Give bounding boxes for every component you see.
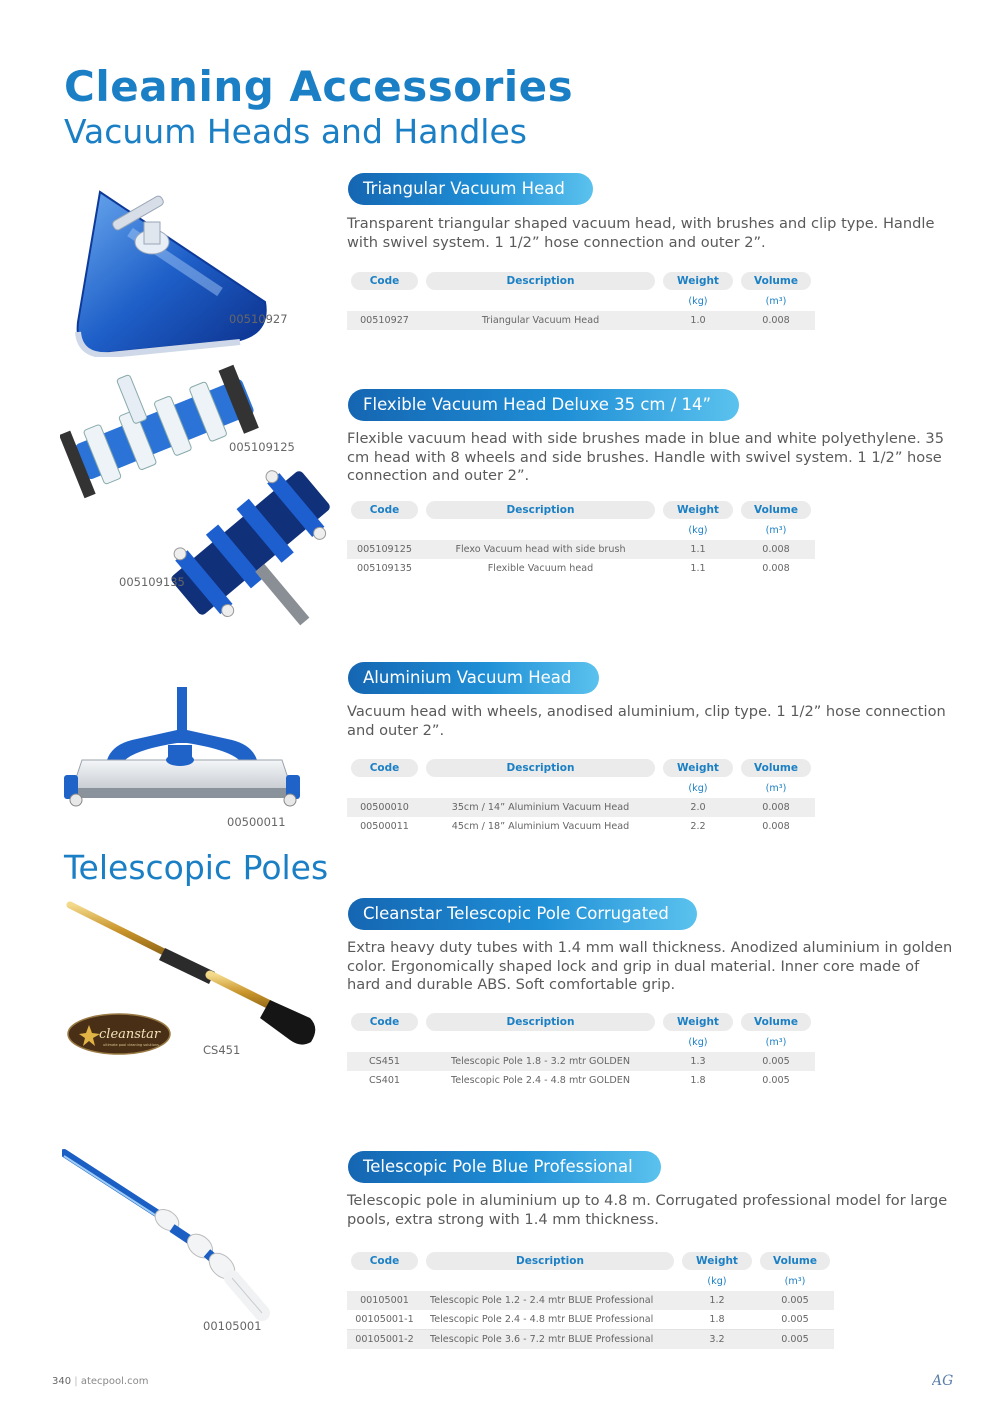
image-label: 00500011 — [227, 815, 286, 829]
company-logo-text: AG — [932, 1373, 954, 1389]
table-row — [347, 1071, 815, 1090]
cell-code: 005109135 — [357, 563, 412, 574]
cell-weight: 3.2 — [678, 1330, 756, 1349]
cell-description: Telescopic Pole 2.4 - 4.8 mtr GOLDEN — [450, 1075, 631, 1086]
col-header-volume: Volume — [741, 759, 811, 777]
spec-table-aluminium — [347, 758, 815, 836]
cell-weight: 1.8 — [690, 1075, 706, 1086]
image-label: 00105001 — [203, 1319, 262, 1333]
section-title: Telescopic Poles — [64, 848, 329, 887]
cell-code: CS451 — [347, 1052, 422, 1071]
cell-volume: 0.008 — [762, 563, 790, 574]
cleanstar-logo-tagline: ultimate pool cleaning solutions — [103, 1043, 159, 1047]
page-subtitle: Vacuum Heads and Handles — [64, 112, 527, 151]
table-row — [347, 1310, 834, 1330]
cell-volume: 0.008 — [737, 311, 815, 330]
page-number: 340 — [52, 1376, 72, 1387]
weight-unit: (kg) — [707, 1275, 727, 1287]
cell-code: 00105001 — [347, 1291, 422, 1310]
col-header-volume: Volume — [741, 501, 811, 519]
col-header-weight: Weight — [663, 501, 733, 519]
cell-description: Telescopic Pole 1.2 - 2.4 mtr BLUE Professional — [422, 1291, 678, 1310]
col-header-weight: Weight — [682, 1252, 752, 1270]
cell-weight: 1.2 — [678, 1291, 756, 1310]
col-header-code: Code — [351, 272, 418, 290]
blue-telescopic-pole-image — [62, 1148, 272, 1323]
cell-code: 00105001-1 — [347, 1310, 422, 1330]
triangular-vacuum-head-image — [70, 182, 270, 357]
spec-table-blue-professional — [347, 1251, 834, 1349]
company-logo-icon — [932, 1370, 954, 1390]
aluminium-vacuum-head-image — [62, 685, 302, 810]
cell-weight: 1.1 — [690, 563, 706, 574]
image-label: 005109135 — [119, 575, 185, 589]
col-header-description: Description — [426, 1252, 674, 1270]
cell-volume: 0.005 — [756, 1330, 834, 1349]
col-header-volume: Volume — [741, 272, 811, 290]
spec-table-triangular — [347, 271, 815, 330]
cell-description: 45cm / 18” Aluminium Vacuum Head — [451, 821, 630, 832]
volume-unit: (m³) — [765, 524, 787, 536]
cell-code: CS401 — [368, 1075, 401, 1086]
cell-volume: 0.005 — [737, 1052, 815, 1071]
cell-description: Triangular Vacuum Head — [422, 311, 659, 330]
table-row — [347, 1052, 815, 1071]
cell-weight: 1.3 — [659, 1052, 737, 1071]
cell-code: 00500011 — [360, 821, 409, 832]
cell-weight: 1.0 — [659, 311, 737, 330]
weight-unit: (kg) — [688, 782, 708, 794]
volume-unit: (m³) — [784, 1275, 806, 1287]
col-header-weight: Weight — [663, 759, 733, 777]
volume-unit: (m³) — [765, 782, 787, 794]
spec-table-cleanstar — [347, 1012, 815, 1090]
table-row — [347, 1330, 834, 1349]
footer: 340 | atecpool.com — [52, 1376, 149, 1387]
table-row — [347, 1291, 834, 1310]
footer-website: atecpool.com — [80, 1376, 149, 1387]
cell-code: 00510927 — [347, 311, 422, 330]
cell-code: 00500010 — [347, 798, 422, 817]
cell-volume: 0.008 — [762, 821, 790, 832]
cell-description: 35cm / 14” Aluminium Vacuum Head — [422, 798, 659, 817]
table-row — [347, 817, 815, 836]
cell-description: Telescopic Pole 3.6 - 7.2 mtr BLUE Professional — [422, 1330, 678, 1349]
col-header-code: Code — [351, 759, 418, 777]
table-row — [347, 559, 815, 578]
cell-description: Flexible Vacuum head — [487, 563, 594, 574]
product-title-aluminium-vacuum-head: Aluminium Vacuum Head — [348, 662, 599, 694]
product-title-triangular-vacuum-head: Triangular Vacuum Head — [348, 173, 593, 205]
cell-description: Flexo Vacuum head with side brush — [422, 540, 659, 559]
table-row — [347, 540, 815, 559]
cell-weight: 1.1 — [659, 540, 737, 559]
table-row — [347, 798, 815, 817]
image-label: 00510927 — [229, 312, 288, 326]
cell-code: 005109125 — [347, 540, 422, 559]
product-description: Telescopic pole in aluminium up to 4.8 m. Corrugated professional model for large pools, extra strong with 1.4 mm thickness. — [347, 1192, 948, 1228]
product-description: Vacuum head with wheels, anodised aluminium, clip type. 1 1/2” hose connection and outer 2”. — [347, 703, 946, 739]
cell-code: 00105001-2 — [347, 1330, 422, 1349]
col-header-volume: Volume — [741, 1013, 811, 1031]
table-row — [347, 311, 815, 330]
col-header-code: Code — [351, 1252, 418, 1270]
col-header-weight: Weight — [663, 1013, 733, 1031]
cell-weight: 2.2 — [690, 821, 706, 832]
product-title-blue-professional-pole: Telescopic Pole Blue Professional — [348, 1151, 661, 1183]
col-header-description: Description — [426, 501, 655, 519]
image-label: 005109125 — [229, 440, 295, 454]
cell-volume: 0.005 — [756, 1291, 834, 1310]
cleanstar-logo — [67, 1013, 171, 1055]
flexible-vacuum-head-image — [60, 360, 350, 660]
cell-volume: 0.005 — [762, 1075, 790, 1086]
col-header-code: Code — [351, 1013, 418, 1031]
col-header-code: Code — [351, 501, 418, 519]
spec-table-flexible — [347, 500, 815, 578]
cell-weight: 1.8 — [678, 1310, 756, 1330]
cell-description: Telescopic Pole 2.4 - 4.8 mtr BLUE Professional — [422, 1310, 678, 1330]
col-header-description: Description — [426, 759, 655, 777]
weight-unit: (kg) — [688, 1036, 708, 1048]
cell-volume: 0.008 — [737, 540, 815, 559]
page-title: Cleaning Accessories — [64, 62, 574, 111]
product-title-flexible-vacuum-head: Flexible Vacuum Head Deluxe 35 cm / 14” — [348, 389, 739, 421]
col-header-volume: Volume — [760, 1252, 830, 1270]
cell-description: Telescopic Pole 1.8 - 3.2 mtr GOLDEN — [422, 1052, 659, 1071]
weight-unit: (kg) — [688, 295, 708, 307]
cleanstar-logo-text: cleanstar — [99, 1027, 161, 1042]
cell-volume: 0.005 — [756, 1310, 834, 1330]
product-title-cleanstar-telescopic-pole: Cleanstar Telescopic Pole Corrugated — [348, 898, 697, 930]
product-description: Transparent triangular shaped vacuum head, with brushes and clip type. Handle with swivel system. 1 1/2” hose connection and outer 2”. — [347, 215, 935, 251]
col-header-weight: Weight — [663, 272, 733, 290]
image-label: CS451 — [203, 1043, 241, 1057]
product-description: Flexible vacuum head with side brushes made in blue and white polyethylene. 35 cm head with 8 wheels and side brushes. Handle with swivel system. 1 1/2” hose connection and outer 2”. — [347, 430, 944, 484]
cell-volume: 0.008 — [737, 798, 815, 817]
col-header-description: Description — [426, 1013, 655, 1031]
col-header-description: Description — [426, 272, 655, 290]
cell-weight: 2.0 — [659, 798, 737, 817]
weight-unit: (kg) — [688, 524, 708, 536]
product-description: Extra heavy duty tubes with 1.4 mm wall thickness. Anodized aluminium in golden color. Ergonomically shaped lock and grip in dual material. Inner core made of hard and durable ABS. Soft comfortable grip. — [347, 939, 953, 993]
volume-unit: (m³) — [765, 295, 787, 307]
volume-unit: (m³) — [765, 1036, 787, 1048]
